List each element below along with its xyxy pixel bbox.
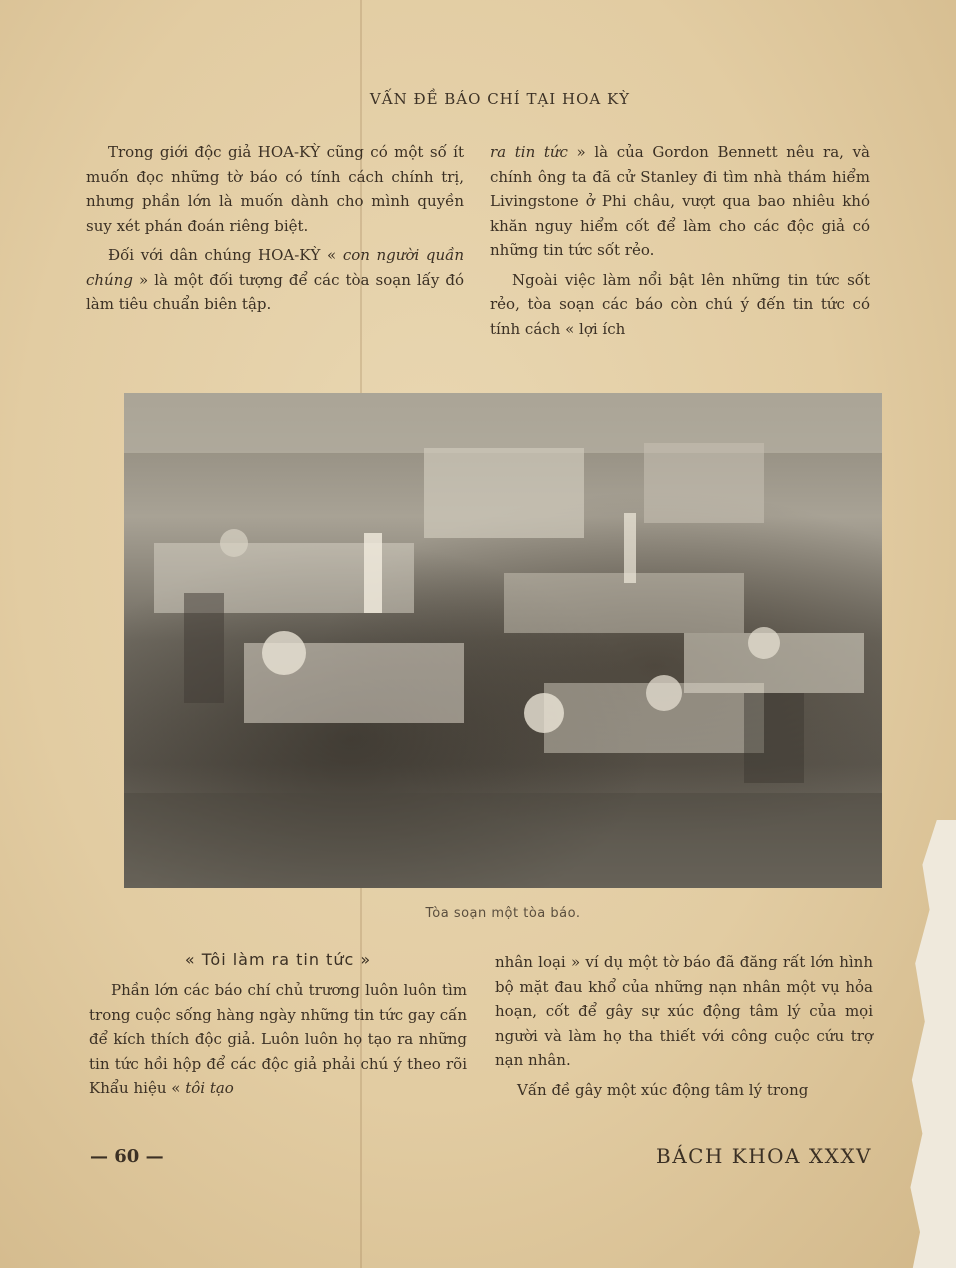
paragraph: Vấn đề gây một xúc động tâm lý trong [517,1080,809,1099]
paragraph: nhân loại » ví dụ một tờ báo đã đăng rất lớn hình bộ mặt đau khổ của những nạn nhân một vụ hỏa hoạn, cốt để gây sự xúc động tâm lý của mọi người và làm họ tha thiết với công cuộc cứu trợ nạn nhân. [495,953,873,1069]
paragraph: Trong giới độc giả HOA-KỲ cũng có một số ít muốn đọc những tờ báo có tính cách chính trị, nhưng phần lớn là muốn dành cho mình quyền suy xét phán đoán riêng biệt. [86,143,464,235]
publication-title: BÁCH KHOA XXXV [656,1144,872,1168]
running-head: VẤN ĐỀ BÁO CHÍ TẠI HOA KỲ [369,90,631,108]
paragraph [490,140,870,263]
page-number: — 60 — [90,1146,164,1167]
paragraph: Ngoài việc làm nổi bật lên những tin tức sốt rẻo, tòa soạn các báo còn chú ý đến tin tức có tính cách « lợi ích [490,270,870,338]
italic-text: ra tin tức [490,143,568,161]
column-bottom-right [495,950,873,1102]
italic-text: con người quần chúng [86,246,464,289]
column-top-right [490,140,870,341]
paragraph [89,978,467,1101]
column-bottom-left [89,978,467,1101]
newsroom-photo-illustration [124,393,882,888]
paragraph [86,243,464,317]
photo-caption: Tòa soạn một tòa báo. [425,906,581,921]
section-heading: « Tôi làm ra tin tức » [184,950,372,969]
text-run: Phần lớn các báo chí chủ trương luôn luôn tìm trong cuộc sống hàng ngày những tin tức gay cấn để kích thích độc giả. Luôn luôn họ tạo ra những tin tức hồi hộp để các độc giả phải chú ý theo rõi Khẩu hiệu « [89,981,467,1097]
text-run: Đối với dân chúng HOA-KỲ « [108,246,343,264]
text-run: » là của Gordon Bennett nêu ra, và chính ông ta đã cử Stanley đi tìm nhà thám hiểm Livingstone ở Phi châu, vượt qua bao nhiêu khó khăn nguy hiểm cốt để làm cho các độc giả có những tin tức sốt rẻo. [490,143,870,259]
newsroom-photo [124,393,882,888]
italic-text: tôi tạo [185,1079,234,1097]
torn-page-edge [908,820,956,1268]
text-run: » là một đối tượng để các tòa soạn lấy đó làm tiêu chuẩn biên tập. [86,270,464,313]
column-top-left [86,140,464,317]
